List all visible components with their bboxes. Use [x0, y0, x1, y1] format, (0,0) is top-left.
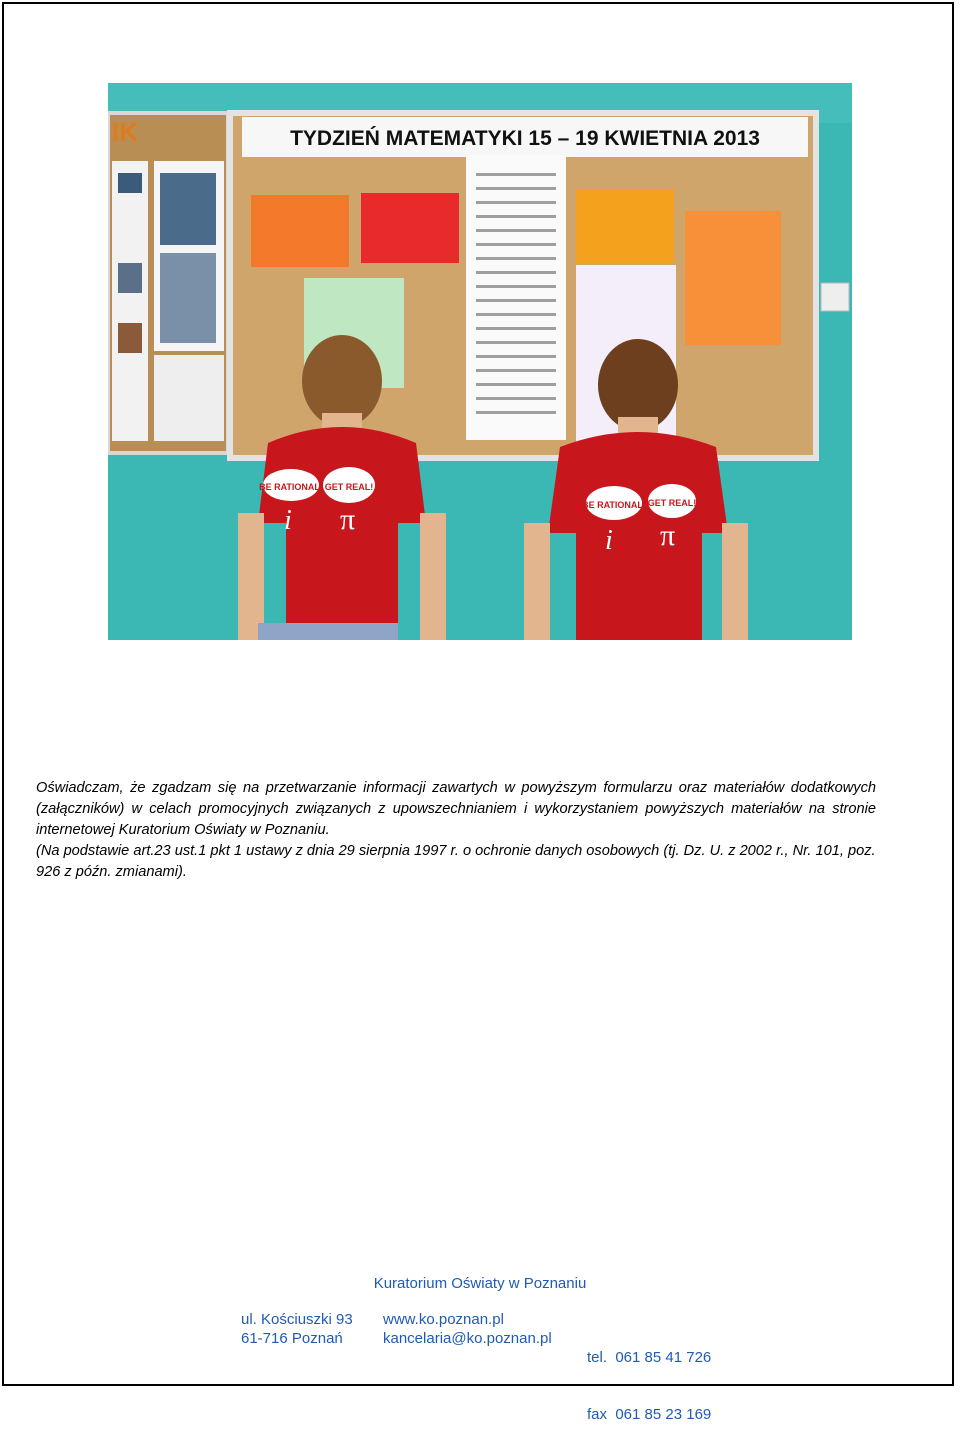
footer-email-link[interactable]: kancelaria@ko.poznan.pl — [383, 1330, 552, 1347]
footer-street: ul. Kościuszki 93 — [241, 1311, 353, 1328]
footer-org-name: Kuratorium Oświaty w Poznaniu — [373, 1275, 587, 1292]
shirt-right-symbol-pi: π — [660, 519, 676, 552]
shirt-right-bubble-a: BE RATIONAL! — [582, 500, 646, 510]
shirt-right-symbol-i: i — [605, 525, 613, 556]
corner-letters: IK — [112, 117, 138, 147]
footer-phone: tel. 061 85 41 726 — [587, 1349, 712, 1366]
consent-statement — [36, 778, 876, 883]
footer-address — [241, 1310, 353, 1348]
footer-website-link[interactable]: www.ko.poznan.pl — [383, 1311, 504, 1328]
legal-basis: (Na podstawie art.23 ust.1 pkt 1 ustawy z dnia 29 sierpnia 1997 r. o ochronie danych osobowych (tj. Dz. U. z 2002 r., Nr. 101, poz. 926 z późn. zmianami). — [36, 843, 876, 880]
footer-contact-web — [383, 1310, 552, 1348]
board-banner-title: TYDZIEŃ MATEMATYKI 15 – 19 KWIETNIA 2013 — [290, 127, 760, 150]
footer-phones — [587, 1310, 711, 1443]
footer-fax: fax 061 85 23 169 — [587, 1406, 712, 1423]
footer-city: 61-716 Poznań — [241, 1330, 343, 1347]
shirt-left-symbol-pi: π — [340, 503, 356, 536]
shirt-left-bubble-a: BE RATIONAL! — [259, 482, 323, 492]
shirt-right-bubble-b: GET REAL! — [647, 498, 697, 508]
shirt-left-bubble-b: GET REAL! — [324, 482, 374, 492]
consent-paragraph: Oświadczam, że zgadzam się na przetwarzanie informacji zawartych w powyższym formularzu oraz materiałów dodatkowych (załączników) w celach promocyjnych związanych z upowszechnianiem i wykorzystaniem powyższych materiałów na stronie internetowej Kuratorium Oświaty w Poznaniu. — [36, 780, 876, 838]
shirt-left-symbol-i: i — [284, 505, 292, 536]
photo-math-week-board — [108, 83, 852, 640]
